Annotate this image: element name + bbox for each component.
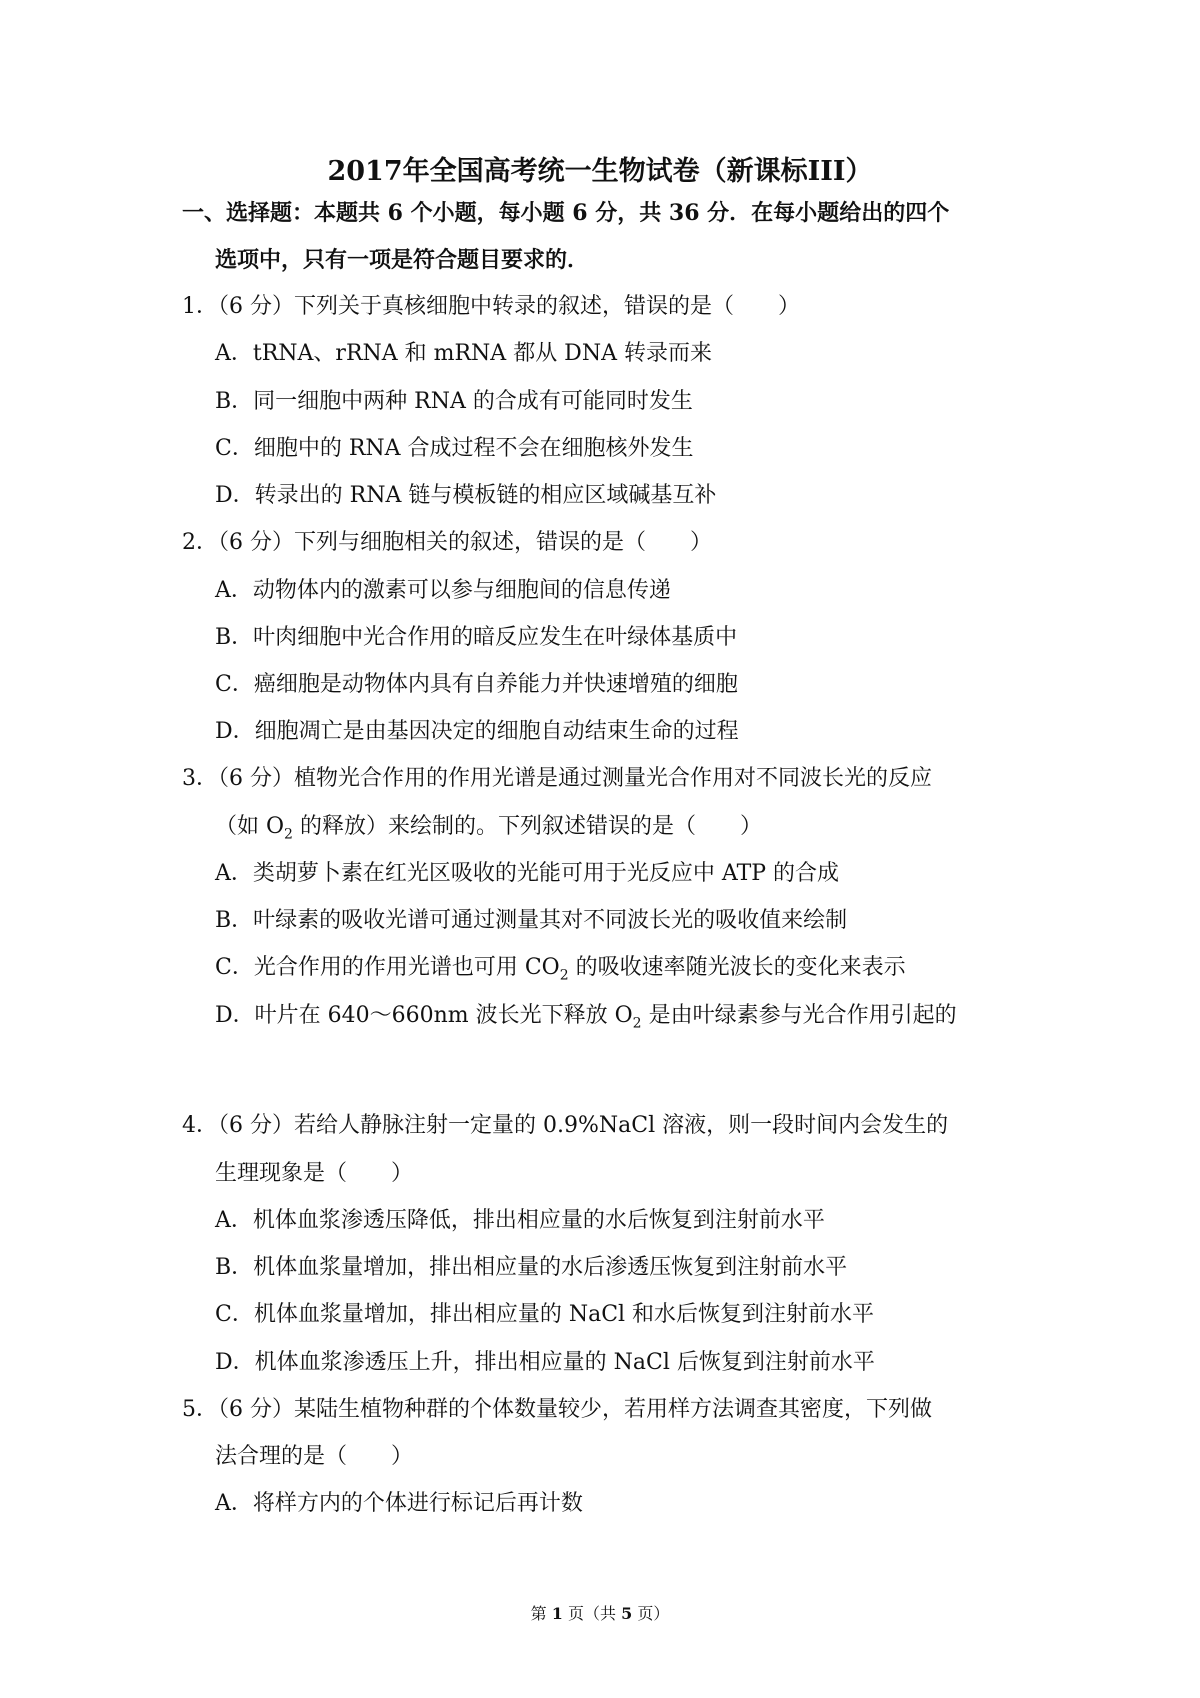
question-4-option-c: C．机体血浆量增加，排出相应量的 NaCl 和水后恢复到注射前水平 [215,1302,875,1327]
question-4-option-a: A．机体血浆渗透压降低，排出相应量的水后恢复到注射前水平 [215,1208,825,1233]
question-2-option-c: C．癌细胞是动物体内具有自养能力并快速增殖的细胞 [215,672,738,697]
question-1-option-c: C．细胞中的 RNA 合成过程不会在细胞核外发生 [215,436,694,461]
page-total: 5 [621,1604,633,1623]
question-4-stem-continued: 生理现象是（ ） [215,1161,414,1186]
question-3-option-d: D．叶片在 640～660nm 波长光下释放 $O_2$ 是由叶绿素参与光合作用引起的 [215,1003,957,1032]
question-4-stem: 4．（6 分）若给人静脉注射一定量的 0.9%NaCl 溶液，则一段时间内会发生的 [182,1113,949,1138]
question-5-option-a: A．将样方内的个体进行标记后再计数 [215,1491,583,1516]
question-3-stem: 3．（6 分）植物光合作用的作用光谱是通过测量光合作用对不同波长光的反应 [182,766,932,791]
question-1-stem: 1．（6 分）下列关于真核细胞中转录的叙述，错误的是（ ） [182,294,800,319]
page-footer: 第 1 页（共 5 页） [530,1604,670,1623]
question-4-option-d: D．机体血浆渗透压上升，排出相应量的 NaCl 后恢复到注射前水平 [215,1350,875,1375]
question-3-option-a: A．类胡萝卜素在红光区吸收的光能可用于光反应中 ATP 的合成 [215,861,840,886]
question-4-option-b: B．机体血浆量增加，排出相应量的水后渗透压恢复到注射前水平 [215,1255,848,1280]
question-2-option-d: D．细胞凋亡是由基因决定的细胞自动结束生命的过程 [215,719,739,744]
page-title: 2017年全国高考统一生物试卷（新课标III） [327,156,873,187]
question-2-option-b: B．叶肉细胞中光合作用的暗反应发生在叶绿体基质中 [215,625,738,650]
page-number: 1 [551,1604,563,1623]
question-1-option-b: B．同一细胞中两种 RNA 的合成有可能同时发生 [215,389,693,414]
question-1-option-a: A．tRNA、rRNA 和 mRNA 都从 DNA 转录而来 [215,341,712,366]
question-5-stem: 5．（6 分）某陆生植物种群的个体数量较少，若用样方法调查其密度，下列做 [182,1397,932,1422]
question-2-stem: 2．（6 分）下列与细胞相关的叙述，错误的是（ ） [182,530,712,555]
question-3-option-c: C．光合作用的作用光谱也可用 $CO_2$ 的吸收速率随光波长的变化来表示 [215,955,906,984]
question-3-stem-continued: （如 $O_2$ 的释放）来绘制的。下列叙述错误的是（ ） [215,814,762,843]
section-heading-line1: 一、选择题：本题共 6 个小题，每小题 6 分，共 36 分．在每小题给出的四个 [182,200,950,226]
section-heading-line2: 选项中，只有一项是符合题目要求的． [215,247,590,273]
question-3-option-b: B．叶绿素的吸收光谱可通过测量其对不同波长光的吸收值来绘制 [215,908,848,933]
question-5-stem-continued: 法合理的是（ ） [215,1444,414,1469]
question-1-option-d: D．转录出的 RNA 链与模板链的相应区域碱基互补 [215,483,717,508]
question-2-option-a: A．动物体内的激素可以参与细胞间的信息传递 [215,578,671,603]
